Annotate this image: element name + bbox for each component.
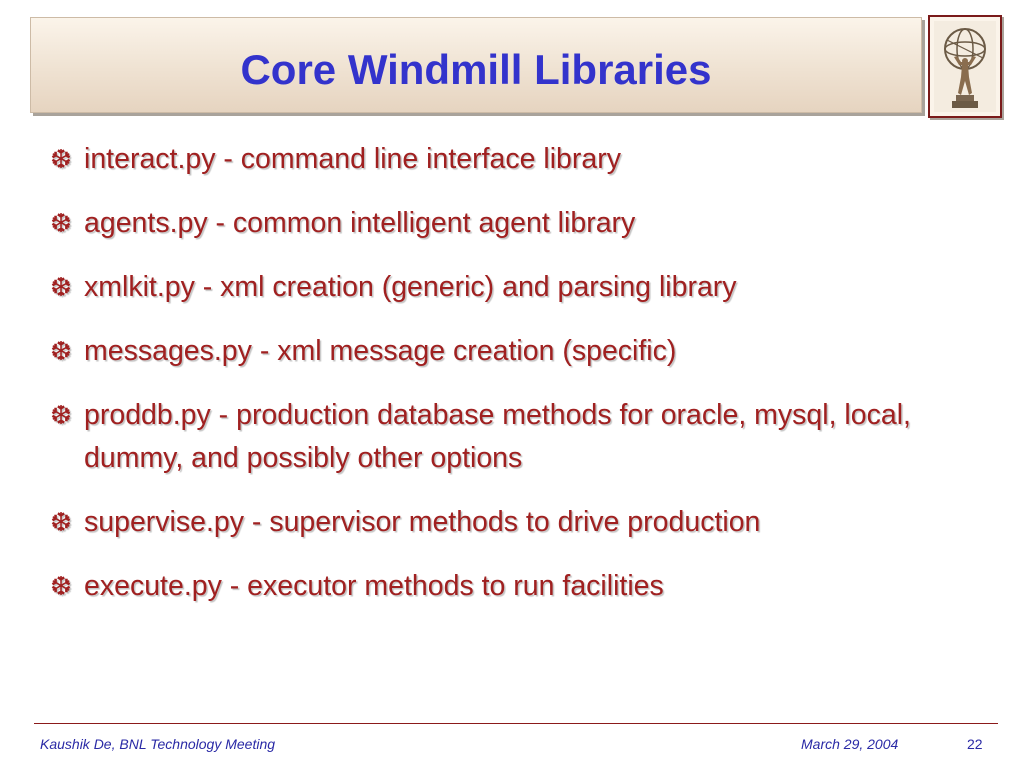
snowflake-bullet-icon: ❆ — [50, 507, 72, 537]
list-item — [46, 266, 1006, 309]
bullet-text: supervise.py - supervisor methods to drive production — [84, 506, 761, 538]
snowflake-bullet-icon: ❆ — [50, 208, 72, 238]
bullet-text: interact.py - command line interface library — [84, 143, 621, 175]
snowflake-bullet-icon: ❆ — [50, 571, 72, 601]
list-item — [46, 394, 1006, 480]
footer-presenter: Kaushik De, BNL Technology Meeting — [40, 736, 276, 752]
snowflake-bullet-icon: ❆ — [50, 400, 72, 430]
atlas-statue-icon — [934, 21, 996, 112]
list-item — [46, 330, 1006, 373]
bullet-text: proddb.py - production database methods for oracle, mysql, local, dummy, and possibly other options — [84, 399, 911, 474]
list-item — [46, 138, 1006, 181]
page-number: 22 — [967, 736, 983, 752]
bullet-text: messages.py - xml message creation (specific) — [84, 335, 677, 367]
atlas-logo — [928, 15, 1002, 118]
list-item — [46, 565, 1006, 608]
snowflake-bullet-icon: ❆ — [50, 144, 72, 174]
footer-divider — [34, 723, 998, 724]
title-banner — [30, 17, 922, 113]
bullet-text: agents.py - common intelligent agent library — [84, 207, 636, 239]
snowflake-bullet-icon: ❆ — [50, 336, 72, 366]
snowflake-bullet-icon: ❆ — [50, 272, 72, 302]
footer-date: March 29, 2004 — [801, 736, 899, 752]
bullet-text: execute.py - executor methods to run facilities — [84, 570, 664, 602]
bullet-list — [46, 138, 1006, 629]
bullet-text: xmlkit.py - xml creation (generic) and parsing library — [84, 271, 737, 303]
list-item — [46, 501, 1006, 544]
list-item — [46, 202, 1006, 245]
slide-title: Core Windmill Libraries — [240, 46, 712, 93]
